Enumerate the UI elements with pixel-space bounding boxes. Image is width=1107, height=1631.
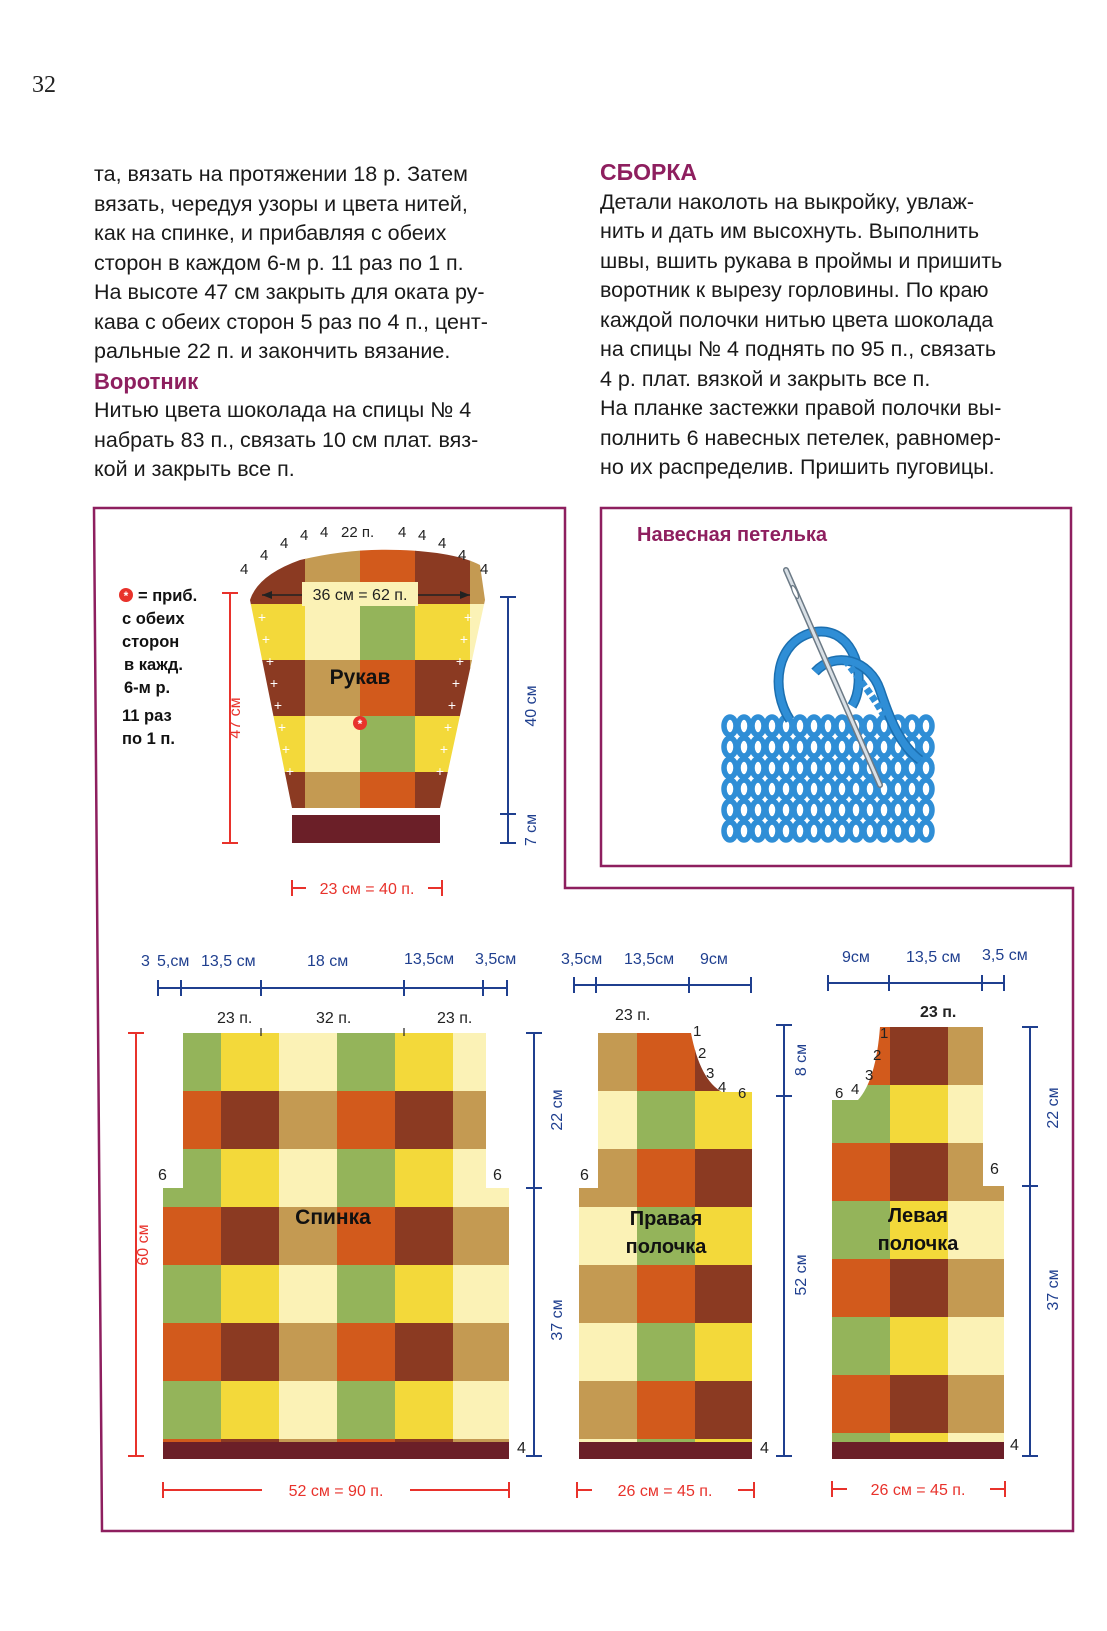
legend-line: сторон [122,633,180,651]
pattern-square [470,604,526,661]
pattern-square [890,1317,949,1376]
step-number: 2 [873,1047,882,1064]
text-line: полнить 6 навесных петелек, равномер- [600,425,1001,450]
left-front-height-dims [1022,1027,1038,1456]
pattern-square [695,1323,754,1382]
step-number: 3 [865,1067,874,1084]
pattern-square [250,548,306,605]
pattern-square [221,1033,280,1092]
pattern-square [279,1265,338,1324]
left-front-stitch-count: 23 п. [920,1004,957,1021]
right-front-height-8-label: 8 см [793,1043,810,1077]
text-line: На высоте 47 см закрыть для оката ру- [94,280,485,304]
pattern-square [637,1033,696,1092]
plus-marker: + [447,697,457,713]
back-stitch-counts [217,1010,472,1027]
pattern-square [832,1375,891,1434]
step-number: 4 [260,547,269,564]
plus-marker: + [261,631,271,647]
text-line: та, вязать на протяжении 18 р. Затем [94,162,468,186]
pattern-square [395,1149,454,1208]
right-front-bottom-label: 26 см = 45 п. [617,1483,713,1500]
pattern-square [163,1265,222,1324]
plus-marker: + [277,719,287,735]
pattern-square [395,1207,454,1266]
pattern-square [579,1091,638,1150]
pattern-square [637,1381,696,1440]
right-front-top-dims [561,951,751,993]
step-number: 4 [300,527,309,544]
pattern-square [832,1259,891,1318]
stitch-count: 32 п. [316,1010,352,1027]
svg-text:*: * [123,589,129,603]
step-number: 1 [693,1023,702,1040]
plus-marker: + [285,763,295,779]
right-front-label-1: Правая [629,1208,703,1230]
pattern-square [221,1323,280,1382]
dim-label: 3,5 см [982,947,1028,964]
pattern-square [453,1207,512,1266]
sleeve-height-7-label: 7 см [523,813,540,847]
pattern-square [453,1265,512,1324]
pattern-square [357,716,416,773]
pattern-square [279,1091,338,1150]
stitch-count: 23 п. [437,1010,473,1027]
step-number: 4 [851,1081,860,1098]
pattern-square [395,1265,454,1324]
text-line: кой и закрыть все п. [94,457,295,481]
pattern-square [163,1207,222,1266]
plus-marker: + [435,763,445,779]
step-number: 4 [240,561,249,578]
text-line: сторон в каждом 6-м р. 11 раз по 1 п. [94,250,464,275]
sleeve-label: Рукав [329,666,391,689]
back-height-60-label: 60 см [135,1224,152,1266]
pattern-square [221,1381,280,1440]
text-line: нить и дать им высохнуть. Выполнить [600,219,980,243]
legend-line: с обеих [122,610,185,628]
dim-label: 3,5см [561,951,603,968]
pattern-square [453,1149,512,1208]
pattern-square [579,1033,638,1092]
right-front-label-2: полочка [625,1236,707,1258]
pattern-square [470,660,526,717]
text-line: Детали наколоть на выкройку, увлаж- [600,189,975,214]
plus-marker: + [451,675,461,691]
pattern-square [221,1149,280,1208]
pattern-square [890,1085,949,1144]
step-number: 4 [280,535,289,552]
pattern-square [470,716,526,773]
left-front-height-37-label: 37 см [1045,1269,1062,1311]
pattern-square [395,1091,454,1150]
left-front-top-dims [828,947,1028,991]
dim-label: 3 [141,953,150,970]
sleeve-legend [122,587,197,748]
pattern-square [637,1323,696,1382]
legend-line: по 1 п. [122,730,175,748]
right-front-height-52-label: 52 см [793,1254,810,1296]
back-top-dims [141,951,516,996]
pattern-square [337,1323,396,1382]
plus-marker: + [443,719,453,735]
pattern-square [221,1265,280,1324]
back-bottom-4: 4 [517,1440,526,1457]
pattern-square [279,1033,338,1092]
pattern-square [890,1143,949,1202]
pattern-square [695,1149,754,1208]
pattern-square [163,1033,222,1092]
pattern-square [695,1265,754,1324]
back-piece [163,1033,512,1498]
pattern-square [948,1027,1007,1086]
right-front-piece [579,1033,754,1498]
dim-label: 13,5см [404,951,455,968]
pattern-square [395,1323,454,1382]
step-number: 1 [880,1025,889,1042]
dim-label: 18 см [307,953,349,970]
text-line: но их распределив. Пришить пуговицы. [600,455,995,479]
pattern-square [279,1323,338,1382]
sleeve-bottom-label: 23 см = 40 п. [319,881,415,898]
step-number: 4 [418,527,427,544]
pattern-square [470,548,526,605]
svg-text:*: * [357,717,363,731]
sleeve-cuff-band [292,815,440,843]
step-number: 4 [458,547,467,564]
right-front-side-6: 6 [580,1167,589,1184]
back-height-37-label: 37 см [549,1299,566,1341]
pattern-square [453,1381,512,1440]
pattern-square [337,1381,396,1440]
legend-line: в кажд. [124,656,183,674]
text-line: 4 р. плат. вязкой и закрыть все п. [600,366,931,391]
step-number: 2 [698,1045,707,1062]
dim-label: 9см [842,949,870,966]
dim-label: 5,см [157,953,190,970]
pattern-square [221,1091,280,1150]
plus-marker: + [463,609,473,625]
step-number: 4 [398,524,407,541]
pattern-square [579,1381,638,1440]
right-front-hem-band [579,1442,752,1459]
text-line: как на спинке, и прибавляя с обеих [94,221,447,245]
pattern-square [221,1207,280,1266]
legend-line: = приб. [138,587,198,605]
right-front-stitch-count: 23 п. [615,1007,651,1024]
pattern-square [337,1265,396,1324]
plus-marker: + [455,653,465,669]
left-front-label-2: полочка [877,1233,959,1255]
pattern-square [890,1259,949,1318]
right-front-bottom-4: 4 [760,1440,769,1457]
pattern-square [470,772,526,829]
pattern-square [305,604,361,661]
pattern-square [890,1375,949,1434]
pattern-square [453,1323,512,1382]
text-line: набрать 83 п., связать 10 см плат. вяз- [94,427,479,452]
text-line: вязать, чередуя узоры и цвета нитей, [94,191,468,216]
plus-marker: + [459,631,469,647]
pattern-square [695,1381,754,1440]
dim-label: 9см [700,951,728,968]
text-line: каждой полочки нитью цвета шоколада [600,307,994,332]
pattern-square [360,604,416,661]
pattern-square [453,1033,512,1092]
pattern-square [305,716,361,773]
stitch-count: 23 п. [217,1010,253,1027]
plus-marker: + [273,697,283,713]
text-line: На планке застежки правой полочки вы- [600,396,1002,420]
back-label: Спинка [295,1206,371,1229]
loop-title: Навесная петелька [637,524,827,546]
collar-heading: Воротник [94,368,199,394]
pattern-square [453,1091,512,1150]
pattern-square [163,1149,222,1208]
sleeve-top-count: 22 п. [341,524,375,541]
text-line: ральные 22 п. и закончить вязание. [94,339,451,363]
step-number: 4 [438,535,447,552]
pattern-square [890,1027,949,1086]
back-hem-band [163,1442,509,1459]
left-front-hem-band [832,1442,1004,1459]
pattern-square [832,1143,891,1202]
page-number: 32 [32,72,56,98]
plus-marker: + [439,741,449,757]
legend-line: 6-м р. [124,679,171,697]
left-front-height-22-label: 22 см [1045,1087,1062,1129]
pattern-square [337,1033,396,1092]
plus-marker: + [257,609,267,625]
pattern-square [337,1149,396,1208]
plus-marker: + [281,741,291,757]
pattern-square [337,1091,396,1150]
loop-illustration [724,570,944,855]
sleeve-height-40-label: 40 см [523,685,540,727]
back-side-6-right: 6 [493,1167,502,1184]
pattern-square [948,1085,1007,1144]
back-side-6-left: 6 [158,1167,167,1184]
pattern-square [948,1375,1007,1434]
dim-label: 13,5 см [201,953,256,970]
back-height-dims [526,1033,542,1456]
left-front-side-6: 6 [990,1161,999,1178]
left-front-bottom-label: 26 см = 45 п. [870,1482,966,1499]
pattern-square [579,1265,638,1324]
step-number: 4 [320,524,329,541]
legend-line: 11 раз [122,707,172,725]
step-number: 4 [718,1079,727,1096]
dim-label: 3,5см [475,951,517,968]
back-bottom-label: 52 см = 90 п. [288,1483,384,1500]
pattern-square [163,1091,222,1150]
text-line: на спицы № 4 поднять по 95 п., связать [600,337,997,361]
pattern-square [279,1149,338,1208]
step-number: 6 [738,1085,747,1102]
pattern-square [637,1091,696,1150]
dim-label: 13,5см [624,951,675,968]
pattern-square [395,1381,454,1440]
pattern-square [637,1265,696,1324]
pattern-square [163,1381,222,1440]
plus-marker: + [265,653,275,669]
text-line: швы, вшить рукава в проймы и пришить [600,248,1003,273]
step-number: 6 [835,1085,844,1102]
right-front-height-dims [776,1025,792,1456]
pattern-square [579,1323,638,1382]
sleeve-height-47-label: 47 см [227,697,244,739]
back-height-22-label: 22 см [549,1089,566,1131]
sleeve-width-label: 36 см = 62 п. [312,587,408,604]
pattern-square [948,1259,1007,1318]
pattern-square [163,1323,222,1382]
pattern-square [279,1381,338,1440]
pattern-square [637,1149,696,1208]
plus-marker: + [269,675,279,691]
pattern-square [948,1317,1007,1376]
dim-label: 13,5 см [906,949,961,966]
pattern-square [395,1033,454,1092]
step-number: 4 [480,561,489,578]
step-number: 3 [706,1065,715,1082]
pattern-square [832,1317,891,1376]
left-front-bottom-4: 4 [1010,1437,1019,1454]
left-front-label-1: Левая [888,1205,948,1227]
text-line: воротник к вырезу горловины. По краю [600,278,989,302]
sleeve-height-dims [500,597,516,843]
assembly-heading: СБОРКА [600,159,698,185]
text-line: Нитью цвета шоколада на спицы № 4 [94,398,472,422]
text-line: кава с обеих сторон 5 раз по 4 п., цент- [94,309,488,334]
